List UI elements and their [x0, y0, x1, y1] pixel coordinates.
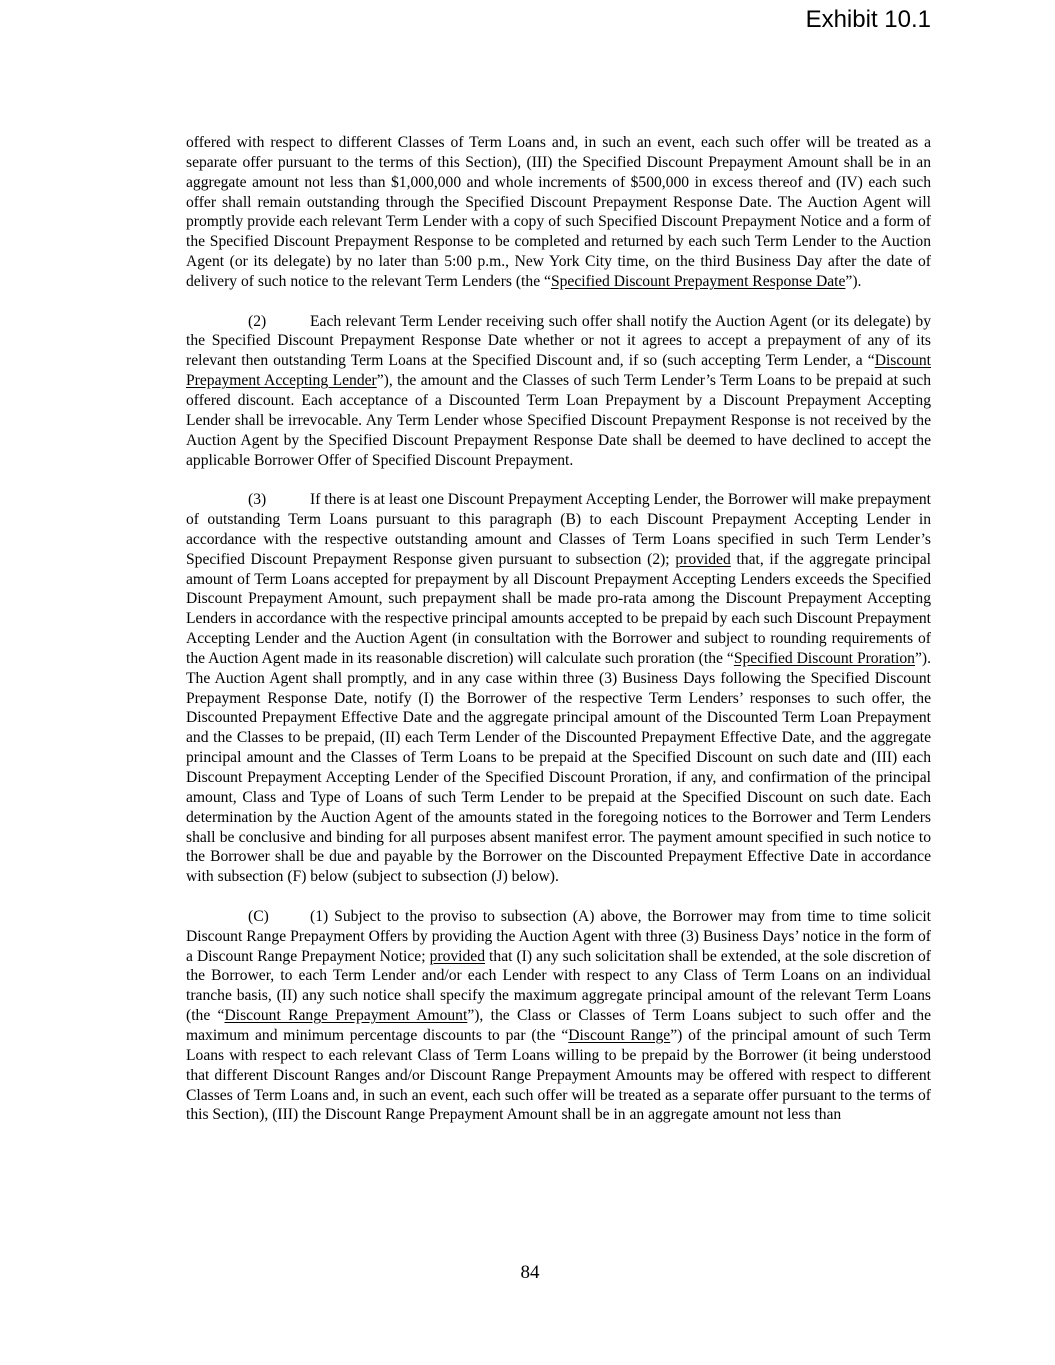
- proviso-term: provided: [675, 550, 731, 568]
- paragraph-text: ”). The Auction Agent shall promptly, and in any case within three (3) Business Days following the Specified Discount Prepayment Response Date, notify (I) the Borrower of the respective Term Lenders’ responses to such offer, the Discounted Prepayment Effective Date and the aggregate principal amount of the Discounted Term Loan Prepayment and the Classes to be prepaid, (II) each Term Lender of the Discounted Prepayment Effective Date, and the aggregate principal amount and the Classes of Term Loans to be prepaid at the Specified Discount on such date and (III) each Discount Prepayment Accepting Lender of the Specified Discount Proration, if any, and confirmation of the principal amount, Class and Type of Loans of such Term Lender to be prepaid at the Specified Discount on such date. Each determination by the Auction Agent of the amounts stated in the foregoing notices to the Borrower and Term Lenders shall be conclusive and binding for all purposes absent manifest error. The payment amount specified in such notice to the Borrower shall be due and payable by the Borrower on the Discounted Prepayment Effective Date in accordance with subsection (F) below (subject to subsection (J) below).: [186, 649, 931, 886]
- paragraph-text: that, if the aggregate principal amount of Term Loans accepted for prepayment by all Discount Prepayment Accepting Lenders exceeds the Specified Discount Prepayment Amount, such prepayment shall be made pro-rata among the Discount Prepayment Accepting Lenders in accordance with the respective principal amounts accepted to be prepaid by each such Discount Prepayment Accepting Lender and the Auction Agent (in consultation with the Borrower and subject to rounding requirements of the Auction Agent made in its reasonable discretion) will calculate such proration (the “: [186, 550, 932, 667]
- paragraph-2: [186, 312, 931, 471]
- exhibit-label: Exhibit 10.1: [805, 6, 931, 33]
- paragraph-text: (1) Subject to the proviso to subsection (A) above, the Borrower may from time to time solicit Discount Range Prepayment Offers by providing the Auction Agent with three (3) Business Days’ notice in the form of a Discount Range Prepayment Notice;: [186, 907, 931, 965]
- defined-term: Discount Prepayment Accepting Lender: [186, 352, 931, 390]
- paragraph-text: Each relevant Term Lender receiving such offer shall notify the Auction Agent (or its delegate) by the Specified Discount Prepayment Response Date whether or not it agrees to accept a prepayment of any of its relevant then outstanding Term Loans at the Specified Discount and, if so (such accepting Term Lender, a “: [186, 312, 931, 370]
- defined-term: Discount Range: [568, 1026, 671, 1044]
- paragraph-text: ”), the Class or Classes of Term Loans subject to such offer and the maximum and minimum percentage discounts to par (the “: [186, 1007, 931, 1044]
- paragraph-number: (2): [248, 312, 267, 330]
- defined-term: Discount Range Prepayment Amount: [224, 1007, 468, 1025]
- paragraph-continued: [186, 133, 931, 292]
- paragraph-text: ”), the amount and the Classes of such Term Lender’s Term Loans to be prepaid at such offered discount. Each acceptance of a Discounted Term Loan Prepayment by a Discount Prepayment Accepting Lender shall be irrevocable. Any Term Lender whose Specified Discount Prepayment Response is not received by the Auction Agent by the Specified Discount Prepayment Response Date shall be deemed to have declined to accept the applicable Borrower Offer of Specified Discount Prepayment.: [186, 372, 931, 469]
- paragraph-number: (C): [248, 907, 269, 925]
- document-body: [186, 133, 931, 1125]
- proviso-term: provided: [429, 947, 486, 965]
- paragraph-text: ”).: [845, 272, 862, 290]
- paragraph-number: (3): [248, 491, 267, 509]
- defined-term: Specified Discount Prepayment Response Date: [550, 272, 846, 290]
- page-number: 84: [520, 1262, 540, 1283]
- paragraph-text: that (I) any such solicitation shall be extended, at the sole discretion of the Borrower, to each Term Lender and/or each Lender with respect to any Class of Term Loans on an individual tranche basis, (II) any such notice shall specify the maximum aggregate principal amount of the relevant Term Loans (the “: [186, 947, 932, 1025]
- paragraph-3: [186, 490, 931, 887]
- paragraph-c: [186, 907, 931, 1125]
- paragraph-text: ”) of the principal amount of such Term Loans with respect to each relevant Class of Term Loans willing to be prepaid by the Borrower (it being understood that different Discount Ranges and/or Discount Range Prepayment Amounts may be offered with respect to different Classes of Term Loans and, in such an event, each such offer will be treated as a separate offer pursuant to the terms of this Section), (III) the Discount Range Prepayment Amount shall be in an aggregate amount not less than: [186, 1026, 931, 1124]
- defined-term: Specified Discount Proration: [733, 649, 915, 667]
- paragraph-text: offered with respect to different Classes of Term Loans and, in such an event, each such offer will be treated as a separate offer pursuant to the terms of this Section), (III) the Specified Discount Prepayment Amount shall be in an aggregate amount not less than $1,000,000 and whole increments of $500,000 in excess thereof and (IV) each such offer shall remain outstanding through the Specified Discount Prepayment Response Date. The Auction Agent will promptly provide each relevant Term Lender with a copy of such Specified Discount Prepayment Notice and a form of the Specified Discount Prepayment Response to be completed and returned by each such Term Lender to the Auction Agent (or its delegate) by no later than 5:00 p.m., New York City time, on the third Business Day after the date of delivery of such notice to the relevant Term Lenders (the “: [186, 134, 931, 290]
- paragraph-text: If there is at least one Discount Prepayment Accepting Lender, the Borrower will make prepayment of outstanding Term Loans pursuant to this paragraph (B) to each Discount Prepayment Accepting Lender in accordance with the respective outstanding amount and Classes of Term Loans specified in such Term Lender’s Specified Discount Prepayment Response given pursuant to subsection (2);: [186, 491, 931, 568]
